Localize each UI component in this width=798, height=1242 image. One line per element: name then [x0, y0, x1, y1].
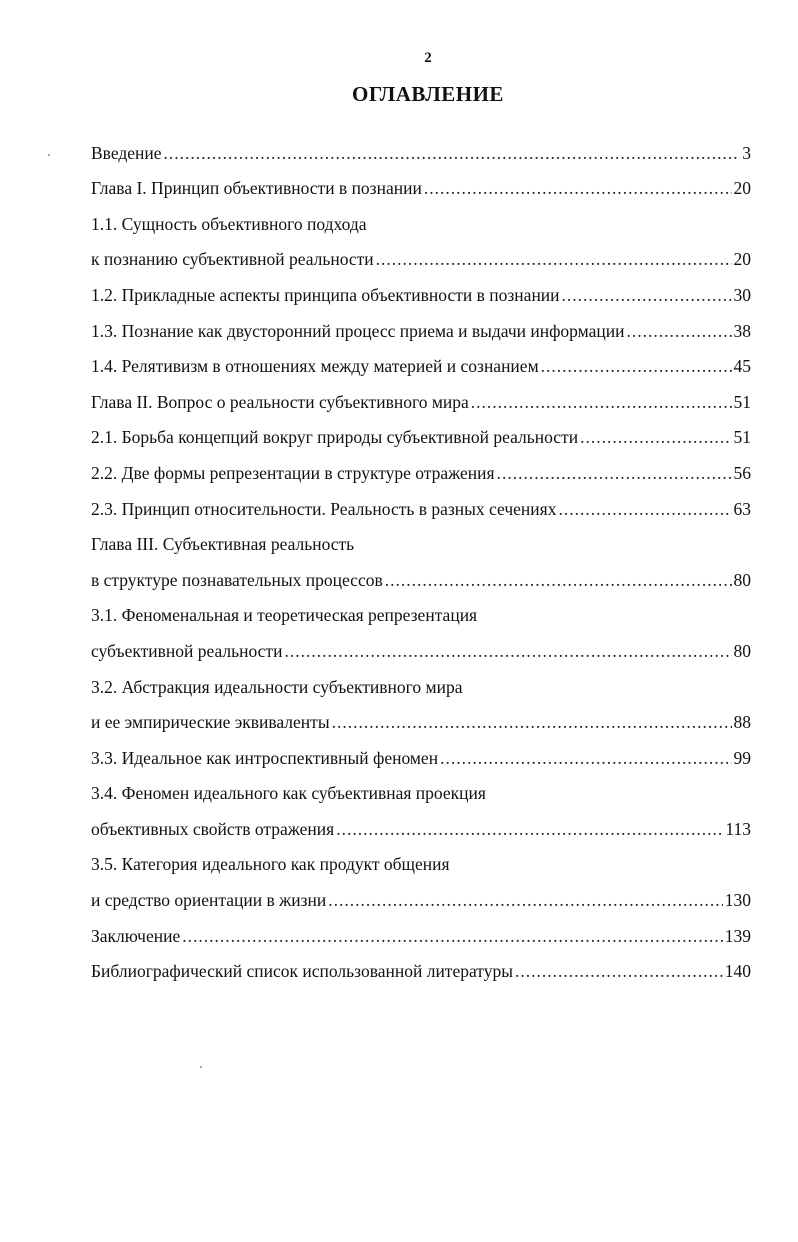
toc-entry-text: 3.4. Феномен идеального как субъективная проекция — [91, 783, 486, 804]
toc-entry — [91, 555, 751, 591]
toc-entry-text: в структуре познавательных процессов — [91, 569, 383, 590]
toc-entry-text: и средство ориентации в жизни — [91, 890, 327, 911]
toc-entry-text: к познанию субъективной реальности — [91, 249, 374, 270]
toc-entry-page: 139 — [724, 925, 751, 946]
toc-leader-dots — [336, 818, 723, 840]
toc-entry — [91, 235, 751, 271]
toc-leader-dots — [164, 142, 741, 164]
toc-entry — [91, 199, 751, 235]
toc-entry — [91, 520, 751, 556]
toc-entry — [91, 377, 751, 413]
toc-entry — [91, 484, 751, 520]
toc-entry-text: 1.1. Сущность объективного подхода — [91, 213, 367, 234]
toc-entry-page: 20 — [733, 249, 751, 270]
toc-leader-dots — [385, 569, 732, 591]
toc-entry — [91, 306, 751, 342]
toc-entry — [91, 448, 751, 484]
scan-speck — [48, 154, 50, 156]
toc-leader-dots — [515, 960, 723, 982]
toc-entry-page: 88 — [733, 712, 751, 733]
toc-entry-text: и ее эмпирические эквиваленты — [91, 712, 330, 733]
toc-entry-page: 56 — [733, 462, 751, 483]
toc-entry — [91, 804, 751, 840]
toc-entry — [91, 164, 751, 200]
table-of-contents — [91, 128, 751, 982]
toc-entry-text: Библиографический список использованной литературы — [91, 961, 513, 982]
toc-entry-page: 140 — [724, 961, 751, 982]
toc-entry — [91, 128, 751, 164]
toc-leader-dots — [284, 640, 731, 662]
page-title: ОГЛАВЛЕНИЕ — [352, 82, 504, 106]
toc-leader-dots — [424, 177, 732, 199]
toc-entry-text: 3.3. Идеальное как интроспективный феномен — [91, 747, 439, 768]
toc-entry — [91, 591, 751, 627]
toc-entry-text: 1.4. Релятивизм в отношениях между материей и сознанием — [91, 356, 539, 377]
toc-entry-page: 113 — [725, 818, 751, 839]
toc-entry-text: 3.1. Феноменальная и теоретическая репрезентация — [91, 605, 478, 626]
toc-entry-text: Глава III. Субъективная реальность — [91, 534, 355, 555]
toc-entry-page: 20 — [733, 178, 751, 199]
toc-entry-text: 1.2. Прикладные аспекты принципа объективности в познании — [91, 284, 560, 305]
toc-entry-page: 38 — [733, 320, 751, 341]
toc-entry — [91, 662, 751, 698]
toc-leader-dots — [332, 711, 732, 733]
toc-leader-dots — [558, 498, 731, 520]
toc-leader-dots — [471, 391, 732, 413]
toc-entry-page: 30 — [733, 284, 751, 305]
toc-entry — [91, 840, 751, 876]
toc-entry-page: 130 — [724, 890, 751, 911]
toc-entry — [91, 698, 751, 734]
toc-entry — [91, 270, 751, 306]
toc-entry-page: 3 — [742, 142, 751, 163]
toc-entry — [91, 733, 751, 769]
toc-leader-dots — [182, 925, 723, 947]
toc-entry-page: 99 — [733, 747, 751, 768]
toc-leader-dots — [440, 747, 731, 769]
toc-entry-text: 3.5. Категория идеального как продукт общения — [91, 854, 450, 875]
toc-entry — [91, 875, 751, 911]
toc-entry-text: субъективной реальности — [91, 640, 283, 661]
toc-entry-page: 51 — [733, 427, 751, 448]
toc-entry-text: объективных свойств отражения — [91, 818, 335, 839]
toc-entry — [91, 342, 751, 378]
toc-entry-page: 45 — [733, 356, 751, 377]
toc-entry — [91, 626, 751, 662]
toc-leader-dots — [562, 284, 732, 306]
toc-entry-text: Глава I. Принцип объективности в познании — [91, 178, 422, 199]
toc-entry-text: Глава II. Вопрос о реальности субъективного мира — [91, 391, 469, 412]
page-number: 2 — [424, 50, 432, 66]
toc-entry-text: 1.3. Познание как двусторонний процесс приема и выдачи информации — [91, 320, 625, 341]
toc-entry-text: 2.2. Две формы репрезентации в структуре отражения — [91, 462, 495, 483]
toc-leader-dots — [627, 320, 732, 342]
toc-entry — [91, 413, 751, 449]
scan-speck — [200, 1066, 202, 1068]
toc-entry — [91, 769, 751, 805]
toc-leader-dots — [580, 426, 731, 448]
toc-entry-page: 63 — [733, 498, 751, 519]
toc-entry-text: 2.1. Борьба концепций вокруг природы субъективной реальности — [91, 427, 579, 448]
toc-entry-text: 3.2. Абстракция идеальности субъективного мира — [91, 676, 463, 697]
toc-entry-text: Введение — [91, 142, 162, 163]
toc-entry — [91, 911, 751, 947]
toc-entry-page: 80 — [733, 569, 751, 590]
toc-entry — [91, 947, 751, 983]
toc-leader-dots — [541, 355, 732, 377]
toc-entry-page: 51 — [733, 391, 751, 412]
toc-leader-dots — [328, 889, 723, 911]
toc-entry-page: 80 — [733, 640, 751, 661]
toc-entry-text: 2.3. Принцип относительности. Реальность в разных сечениях — [91, 498, 557, 519]
toc-leader-dots — [376, 248, 732, 270]
toc-leader-dots — [497, 462, 732, 484]
toc-entry-text: Заключение — [91, 925, 181, 946]
